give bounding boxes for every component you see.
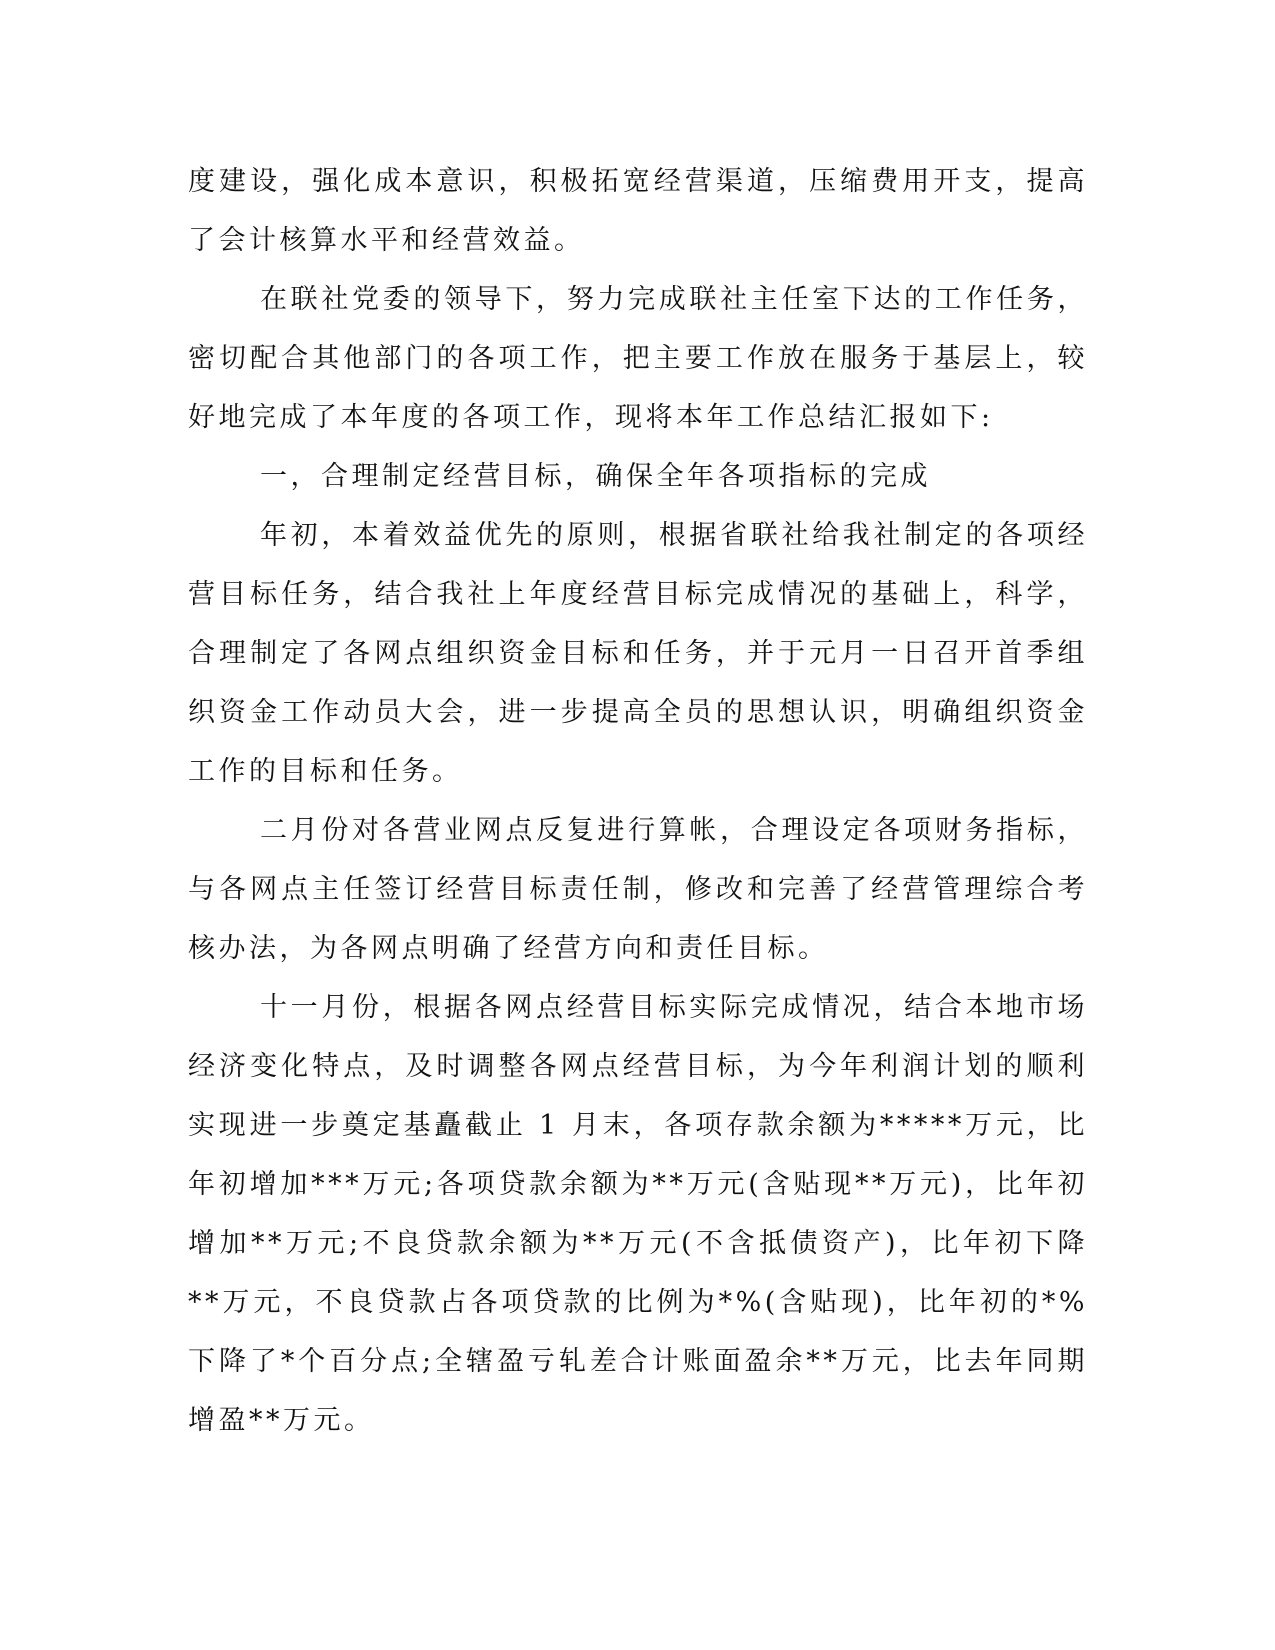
paragraph-4: 二月份对各营业网点反复进行算帐，合理设定各项财务指标，与各网点主任签订经营目标责任制，修改和完善了经营管理综合考核办法，为各网点明确了经营方向和责任目标。 xyxy=(188,815,1088,964)
paragraph-1: 度建设，强化成本意识，积极拓宽经营渠道，压缩费用开支，提高了会计核算水平和经营效益。 xyxy=(188,166,1088,256)
paragraph-3: 年初，本着效益优先的原则，根据省联社给我社制定的各项经营目标任务，结合我社上年度经营目标完成情况的基础上，科学，合理制定了各网点组织资金目标和任务，并于元月一日召开首季组织资金工作动员大会，进一步提高全员的思想认识，明确组织资金工作的目标和任务。 xyxy=(188,520,1088,787)
document-body xyxy=(188,152,1088,1450)
paragraph-5: 十一月份，根据各网点经营目标实际完成情况，结合本地市场经济变化特点，及时调整各网点经营目标，为今年利润计划的顺利实现进一步奠定基矗截止 1 月末，各项存款余额为*****万元，比年初增加***万元;各项贷款余额为**万元(含贴现**万元)，比年初增加**万元;不良贷款余额为**万元(不含抵债资产)，比年初下降**万元，不良贷款占各项贷款的比例为*%(含贴现)，比年初的*%下降了*个百分点;全辖盈亏轧差合计账面盈余**万元，比去年同期增盈**万元。 xyxy=(188,992,1088,1436)
section-heading-1: 一，合理制定经营目标，确保全年各项指标的完成 xyxy=(260,461,931,492)
paragraph-2: 在联社党委的领导下，努力完成联社主任室下达的工作任务，密切配合其他部门的各项工作，把主要工作放在服务于基层上，较好地完成了本年度的各项工作，现将本年工作总结汇报如下: xyxy=(188,284,1088,433)
